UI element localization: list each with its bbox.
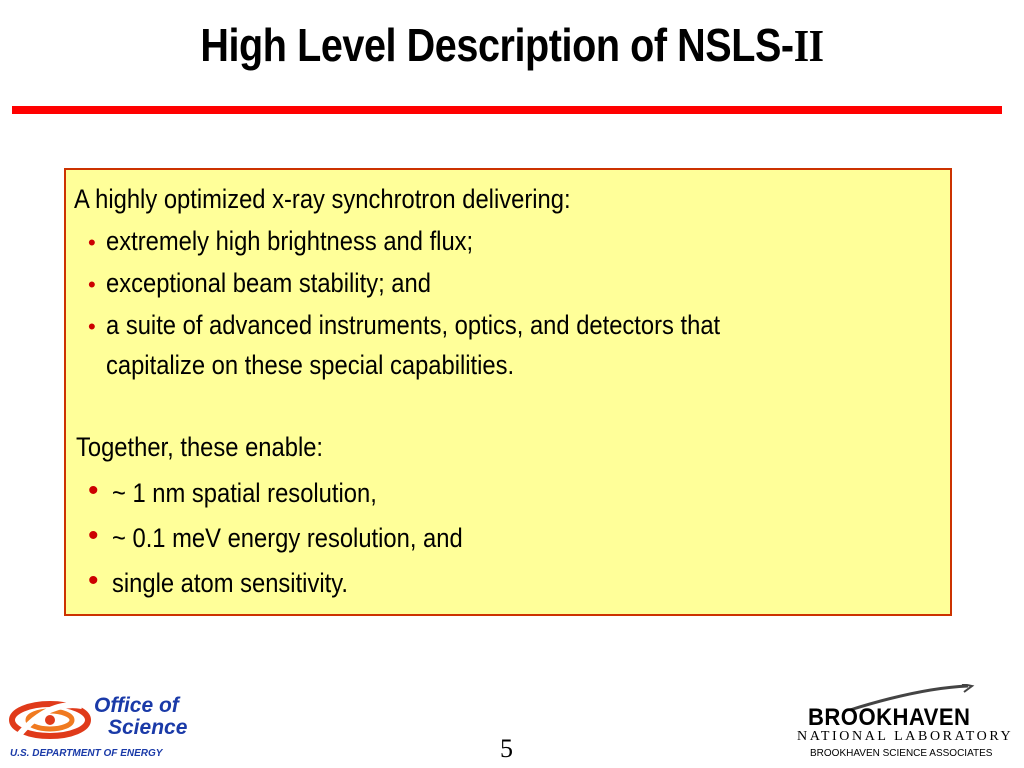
enable-item: single atom sensitivity.: [112, 568, 348, 598]
bullet-icon: •: [88, 314, 96, 339]
national-laboratory-text: NATIONAL LABORATORY: [797, 729, 1014, 744]
bullet-icon: •: [88, 519, 99, 552]
department-of-energy-text: U.S. DEPARTMENT OF ENERGY: [10, 748, 163, 759]
slide-title-main: High Level Description of NSLS-: [200, 19, 794, 71]
science-logo-text: Science: [108, 716, 188, 739]
brookhaven-name: BROOKHAVEN: [808, 704, 971, 731]
bullet-icon: •: [88, 474, 99, 507]
content-box: [64, 168, 952, 616]
bullet-icon: •: [88, 272, 96, 297]
office-of-science-logo: [8, 692, 223, 762]
deliverable-item-continued: capitalize on these special capabilities.: [106, 350, 515, 380]
enable-item: ~ 0.1 meV energy resolution, and: [112, 523, 463, 553]
bullet-icon: •: [88, 564, 99, 597]
deliverable-item: extremely high brightness and flux;: [106, 226, 474, 256]
enable-item: ~ 1 nm spatial resolution,: [112, 478, 377, 508]
slide-title: [72, 18, 953, 72]
page-number: 5: [500, 734, 513, 763]
bullet-icon: •: [88, 230, 96, 255]
brookhaven-logo: [790, 684, 1020, 768]
enable-intro-text: Together, these enable:: [76, 432, 324, 462]
office-of-logo-text: Office of: [94, 694, 179, 717]
science-associates-text: BROOKHAVEN SCIENCE ASSOCIATES: [810, 748, 993, 759]
deliverable-item: exceptional beam stability; and: [106, 268, 431, 298]
slide-title-roman: II: [793, 20, 824, 71]
intro-text: A highly optimized x-ray synchrotron delivering:: [74, 184, 571, 214]
deliverable-item: a suite of advanced instruments, optics, and detectors that: [106, 310, 721, 340]
title-divider: [12, 106, 1002, 114]
office-of-science-emblem-icon: [8, 696, 92, 748]
